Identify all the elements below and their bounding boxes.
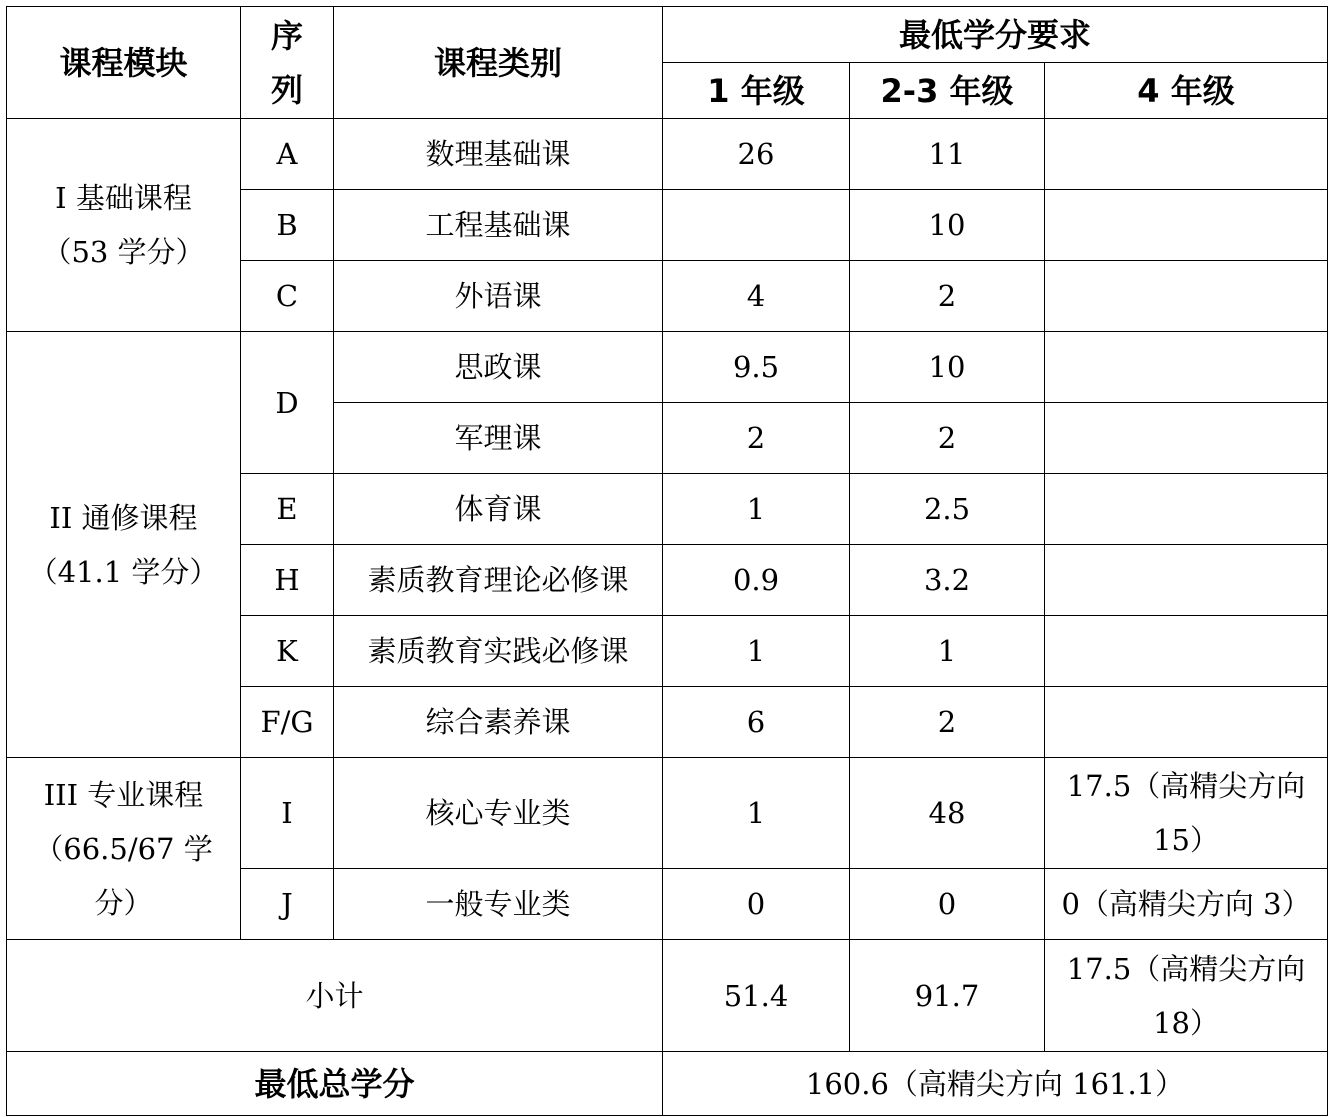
row-seq: D <box>241 332 334 474</box>
row-y23: 2 <box>850 687 1045 758</box>
row-seq: H <box>241 545 334 616</box>
row-y23: 48 <box>850 758 1045 869</box>
row-y1: 1 <box>663 616 850 687</box>
row-y1: 2 <box>663 403 850 474</box>
row-category: 一般专业类 <box>334 869 663 940</box>
row-y4 <box>1045 261 1328 332</box>
header-year4: 4 年级 <box>1045 63 1328 119</box>
row-seq: I <box>241 758 334 869</box>
row-y4 <box>1045 687 1328 758</box>
row-seq: B <box>241 190 334 261</box>
row-category: 素质教育理论必修课 <box>334 545 663 616</box>
header-module: 课程模块 <box>7 7 241 119</box>
row-y1: 4 <box>663 261 850 332</box>
row-y23: 10 <box>850 332 1045 403</box>
subtotal-row <box>7 940 1328 1052</box>
row-y23: 11 <box>850 119 1045 190</box>
credit-requirements-table <box>6 6 1328 1116</box>
header-year23: 2-3 年级 <box>850 63 1045 119</box>
row-seq: C <box>241 261 334 332</box>
subtotal-y4: 17.5（高精尖方向 18） <box>1045 940 1328 1052</box>
row-y23: 3.2 <box>850 545 1045 616</box>
row-seq: A <box>241 119 334 190</box>
header-seq: 序 列 <box>241 7 334 119</box>
row-y1: 0 <box>663 869 850 940</box>
row-category: 综合素养课 <box>334 687 663 758</box>
row-y4 <box>1045 616 1328 687</box>
total-label: 最低总学分 <box>7 1052 663 1116</box>
row-y1: 1 <box>663 758 850 869</box>
row-y4 <box>1045 403 1328 474</box>
module-major: III 专业课程 （66.5/67 学 分） <box>7 758 241 940</box>
row-y23: 10 <box>850 190 1045 261</box>
table-row <box>7 119 1328 190</box>
table-row <box>7 758 1328 869</box>
row-y1 <box>663 190 850 261</box>
header-min-credit: 最低学分要求 <box>663 7 1328 63</box>
row-y1: 9.5 <box>663 332 850 403</box>
subtotal-y23: 91.7 <box>850 940 1045 1052</box>
row-category: 核心专业类 <box>334 758 663 869</box>
row-category: 思政课 <box>334 332 663 403</box>
row-y1: 26 <box>663 119 850 190</box>
row-category: 外语课 <box>334 261 663 332</box>
row-category: 素质教育实践必修课 <box>334 616 663 687</box>
total-value: 160.6（高精尖方向 161.1） <box>663 1052 1328 1116</box>
row-y4 <box>1045 190 1328 261</box>
module-general: II 通修课程 （41.1 学分） <box>7 332 241 758</box>
subtotal-label: 小计 <box>7 940 663 1052</box>
row-seq: K <box>241 616 334 687</box>
row-y1: 0.9 <box>663 545 850 616</box>
table-row <box>7 332 1328 403</box>
row-y4 <box>1045 332 1328 403</box>
row-seq: E <box>241 474 334 545</box>
row-y4: 17.5（高精尖方向 15） <box>1045 758 1328 869</box>
row-y1: 1 <box>663 474 850 545</box>
row-category: 体育课 <box>334 474 663 545</box>
header-category: 课程类别 <box>334 7 663 119</box>
row-seq: F/G <box>241 687 334 758</box>
row-y23: 2 <box>850 403 1045 474</box>
row-y4 <box>1045 545 1328 616</box>
header-year1: 1 年级 <box>663 63 850 119</box>
row-y1: 6 <box>663 687 850 758</box>
row-y4 <box>1045 119 1328 190</box>
row-seq: J <box>241 869 334 940</box>
module-basic: I 基础课程 （53 学分） <box>7 119 241 332</box>
row-y23: 1 <box>850 616 1045 687</box>
row-y23: 2 <box>850 261 1045 332</box>
row-category: 工程基础课 <box>334 190 663 261</box>
row-category: 数理基础课 <box>334 119 663 190</box>
row-y4 <box>1045 474 1328 545</box>
row-y23: 0 <box>850 869 1045 940</box>
total-row <box>7 1052 1328 1116</box>
row-y23: 2.5 <box>850 474 1045 545</box>
row-category: 军理课 <box>334 403 663 474</box>
subtotal-y1: 51.4 <box>663 940 850 1052</box>
row-y4: 0（高精尖方向 3） <box>1045 869 1328 940</box>
